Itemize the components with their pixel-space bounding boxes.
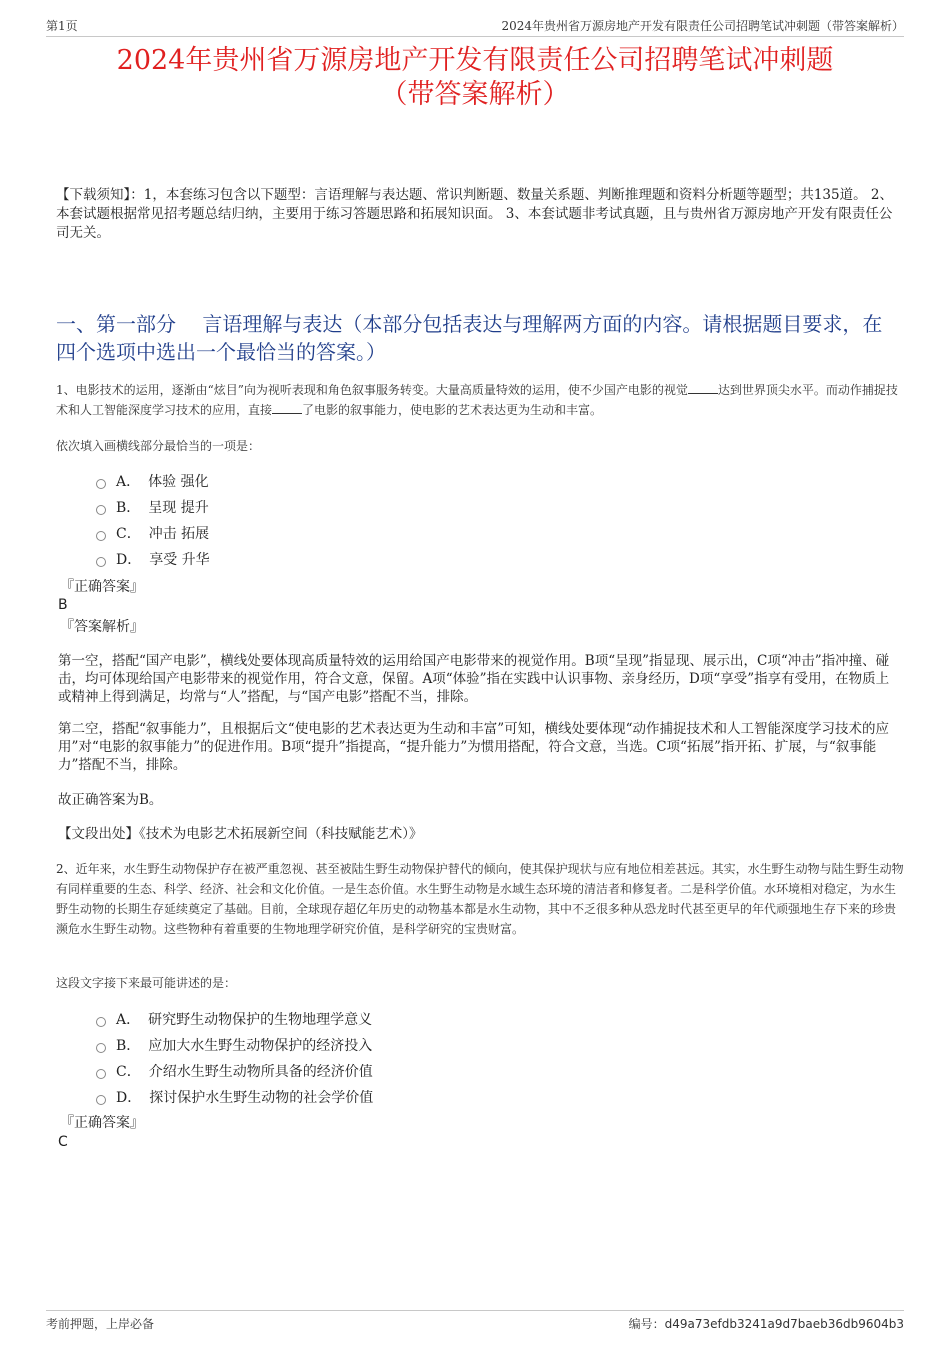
analysis-label: 『答案解析』 [60,619,144,635]
document-title [40,44,910,112]
title-line-1: 2024年贵州省万源房地产开发有限责任公司招聘笔试冲刺题 [116,45,834,76]
source-citation: 【文段出处】《技术为电影艺术拓展新空间（科技赋能艺术）》 [58,826,423,842]
option-b[interactable]: B． 呈现 提升 [96,494,210,520]
blank-1 [688,381,718,394]
answer-value: B [58,597,68,613]
question-2-stem: 2、近年来，水生野生动物保护存在被严重忽视、甚至被陆生野生动物保护替代的倾向，使其保护现状与应有地位相差甚远。其实，水生野生动物与陆生野生动物有同样重要的生态、科学、经济、社会和文化价值。一是生态价值。水生野生动物是水域生态环境的清洁者和修复者。二是科学价值。水环境相对稳定，为水生野生动物的长期生存延续奠定了基础。目前，全球现存超亿年历史的动物基本都是水生动物，其中不乏很多种从恐龙时代甚至更早的年代顽强地生存下来的珍贵濒危水生野生动物。这些物种有着重要的生物地理学研究价值，是科学研究的宝贵财富。 [56,862,904,936]
answer-value: C [58,1134,68,1150]
analysis-paragraph-2: 第二空，搭配“叙事能力”，且根据后文“使电影的艺术表达更为生动和丰富”可知，横线处要体现“动作捕捉技术和人工智能深度学习技术的应用”对“电影的叙事能力”的促进作用。B项“提升”指提高，“提升能力”为惯用搭配，符合文意，当选。C项“拓展”指开拓、扩展，与“叙事能力”搭配不当，排除。 [58,721,890,773]
code-value: d49a73efdb3241a9d7baeb36db9604b3 [664,1317,904,1331]
question-2-prompt: 这段文字接下来最可能讲述的是： [56,976,237,990]
header-doc-title: 2024年贵州省万源房地产开发有限责任公司招聘笔试冲刺题（带答案解析） [501,19,904,33]
blank-2 [272,401,302,414]
radio-icon[interactable] [96,479,106,489]
analysis-paragraph-1: 第一空，搭配“国产电影”，横线处要体现高质量特效的运用给国产电影带来的视觉作用。B项“呈现”指显现、展示出，C项“冲击”指冲撞、碰击，均可体现给国产电影带来的视觉作用，符合文意，保留。A项“体验”指在实践中认识事物、亲身经历，D项“享受”指享有受用，在物质上或精神上得到满足，均常与“人”搭配，与“国产电影”搭配不当，排除。 [58,653,890,705]
question-1-prompt-wrap [56,436,904,456]
radio-icon[interactable] [96,1095,106,1105]
question-1 [56,380,904,420]
option-a[interactable]: A． 体验 强化 [96,468,210,494]
answer-label: 『正确答案』 [60,579,144,595]
option-d[interactable]: D． 享受 升华 [96,546,210,572]
question-1-options [96,468,210,572]
question-2-prompt-wrap [56,973,904,993]
option-d[interactable]: D． 探讨保护水生野生动物的社会学价值 [96,1084,373,1110]
footer-code: 编号：d49a73efdb3241a9d7baeb36db9604b3 [628,1317,904,1331]
question-1-prompt: 依次填入画横线部分最恰当的一项是： [56,439,261,453]
radio-icon[interactable] [96,1069,106,1079]
analysis-conclusion: 故正确答案为B。 [58,792,163,808]
option-c[interactable]: C． 冲击 拓展 [96,520,210,546]
title-line-2: （带答案解析） [380,79,570,110]
option-a[interactable]: A． 研究野生动物保护的生物地理学意义 [96,1006,373,1032]
section-heading: 一、第一部分 言语理解与表达（本部分包括表达与理解两方面的内容。请根据题目要求，在四个选项中选出一个最恰当的答案。） [56,312,883,364]
radio-icon[interactable] [96,557,106,567]
question-1-stem: 1、电影技术的运用，逐渐由“炫目”向为视听表现和角色叙事服务转变。大量高质量特效的运用，使不少国产电影的视觉 达到世界顶尖水平。而动作捕捉技术和人工智能深度学习技术的应用，直接 了电影的叙事能力，使电影的艺术表达更为生动和丰富。 [56,383,898,417]
radio-icon[interactable] [96,531,106,541]
answer-label: 『正确答案』 [60,1115,144,1131]
radio-icon[interactable] [96,505,106,515]
download-notice: 【下载须知】：1，本套练习包含以下题型：言语理解与表达题、常识判断题、数量关系题、判断推理题和资料分析题等题型；共135道。 2、本套试题根据常见招考题总结归纳，主要用于练习答题思路和拓展知识面。 3、本套试题非考试真题，且与贵州省万源房地产开发有限责任公司无关。 [56,187,893,241]
page-header [46,14,904,37]
question-2 [56,859,904,939]
option-b[interactable]: B． 应加大水生野生动物保护的经济投入 [96,1032,373,1058]
radio-icon[interactable] [96,1043,106,1053]
option-c[interactable]: C． 介绍水生野生动物所具备的经济价值 [96,1058,373,1084]
page-footer [46,1310,904,1335]
radio-icon[interactable] [96,1017,106,1027]
footer-slogan: 考前押题，上岸必备 [46,1317,155,1331]
question-2-options [96,1006,373,1110]
page-number: 第1页 [46,19,78,33]
